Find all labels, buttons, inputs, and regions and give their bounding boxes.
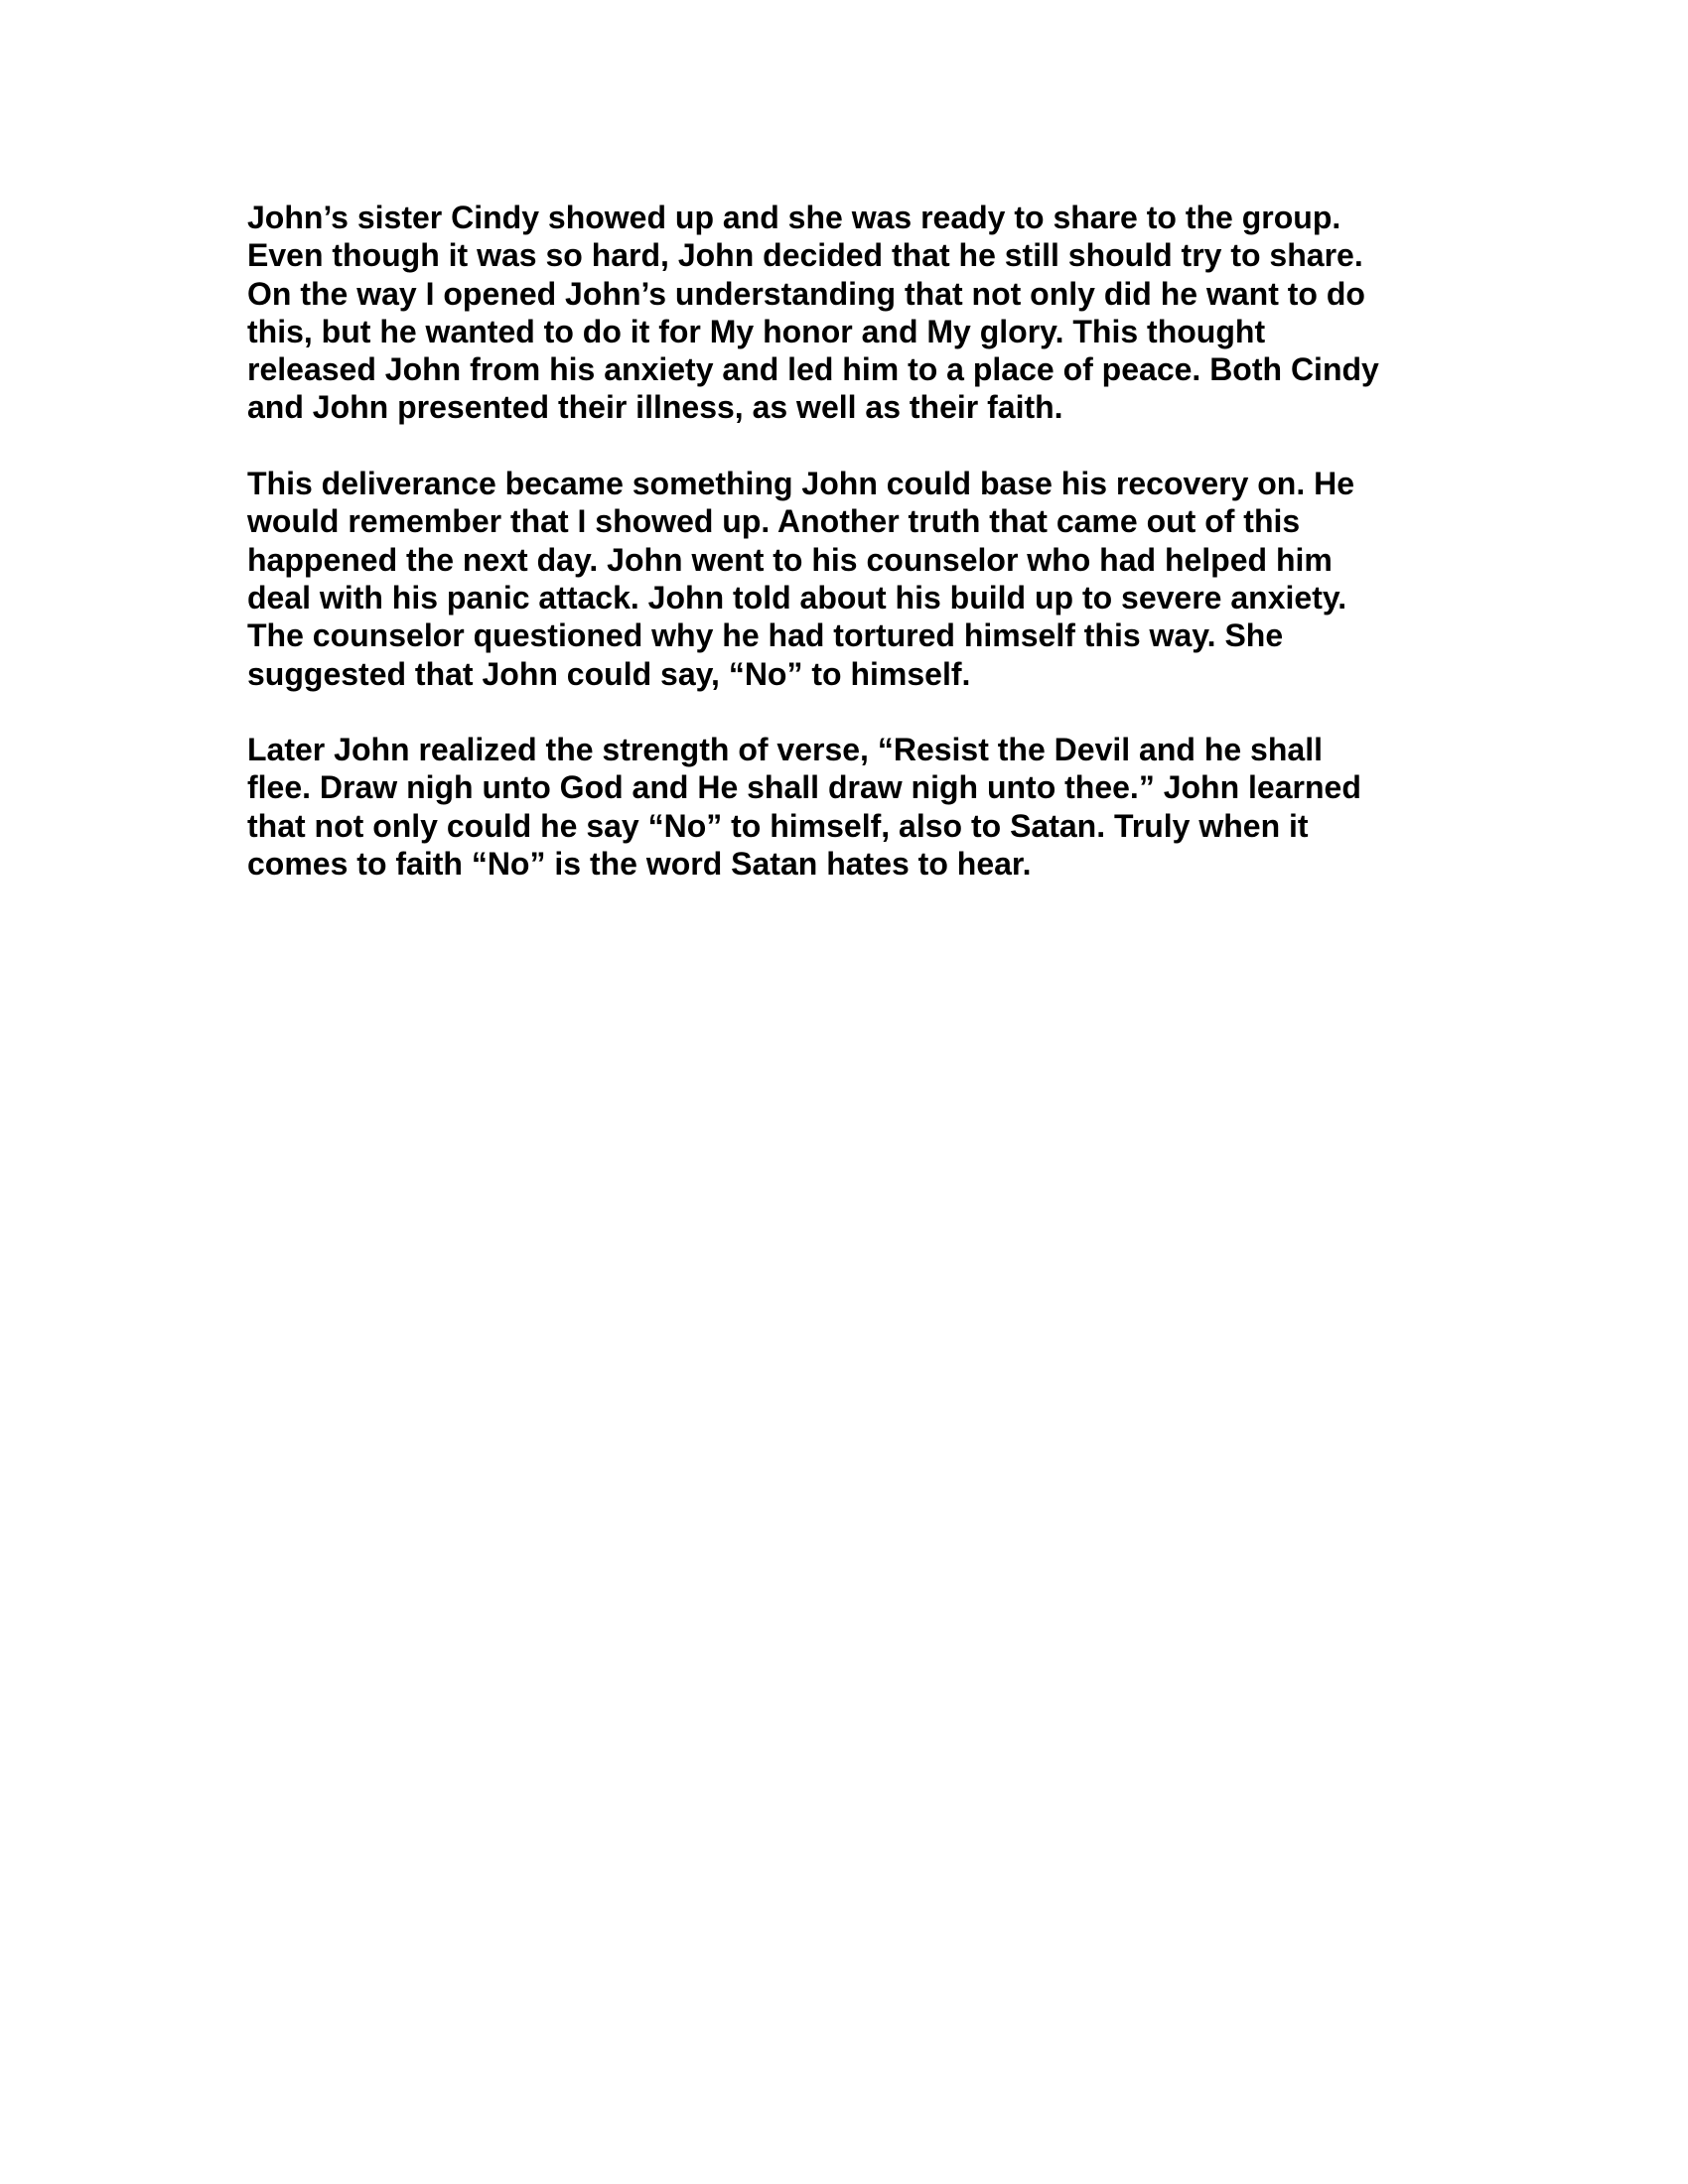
text-line: Even though it was so hard, John decided that he still should try to share. bbox=[247, 237, 1363, 274]
text-line: deal with his panic attack. John told about his build up to severe anxiety. bbox=[247, 579, 1347, 615]
text-line: This deliverance became something John could base his recovery on. He bbox=[247, 466, 1355, 502]
text-line: John’s sister Cindy showed up and she was ready to share to the group. bbox=[247, 200, 1341, 235]
paragraph-3 bbox=[247, 731, 1478, 883]
paragraph-2 bbox=[247, 465, 1478, 693]
text-line: and John presented their illness, as well as their faith. bbox=[247, 389, 1063, 426]
text-line: would remember that I showed up. Another truth that came out of this bbox=[247, 503, 1301, 540]
text-line: comes to faith “No” is the word Satan hates to hear. bbox=[247, 846, 1032, 883]
paragraph-1 bbox=[247, 199, 1478, 427]
text-line: Later John realized the strength of verse, “Resist the Devil and he shall bbox=[247, 732, 1323, 768]
text-line: On the way I opened John’s understanding that not only did he want to do bbox=[247, 275, 1365, 312]
text-line: happened the next day. John went to his counselor who had helped him bbox=[247, 541, 1333, 578]
text-line: that not only could he say “No” to himself, also to Satan. Truly when it bbox=[247, 807, 1309, 844]
text-line: flee. Draw nigh unto God and He shall draw nigh unto thee.” John learned bbox=[247, 769, 1361, 806]
text-line: released John from his anxiety and led him to a place of peace. Both Cindy bbox=[247, 351, 1379, 388]
document-body bbox=[247, 199, 1478, 921]
text-line: suggested that John could say, “No” to himself. bbox=[247, 655, 971, 692]
text-line: The counselor questioned why he had tortured himself this way. She bbox=[247, 617, 1284, 654]
text-line: this, but he wanted to do it for My honor and My glory. This thought bbox=[247, 313, 1266, 349]
